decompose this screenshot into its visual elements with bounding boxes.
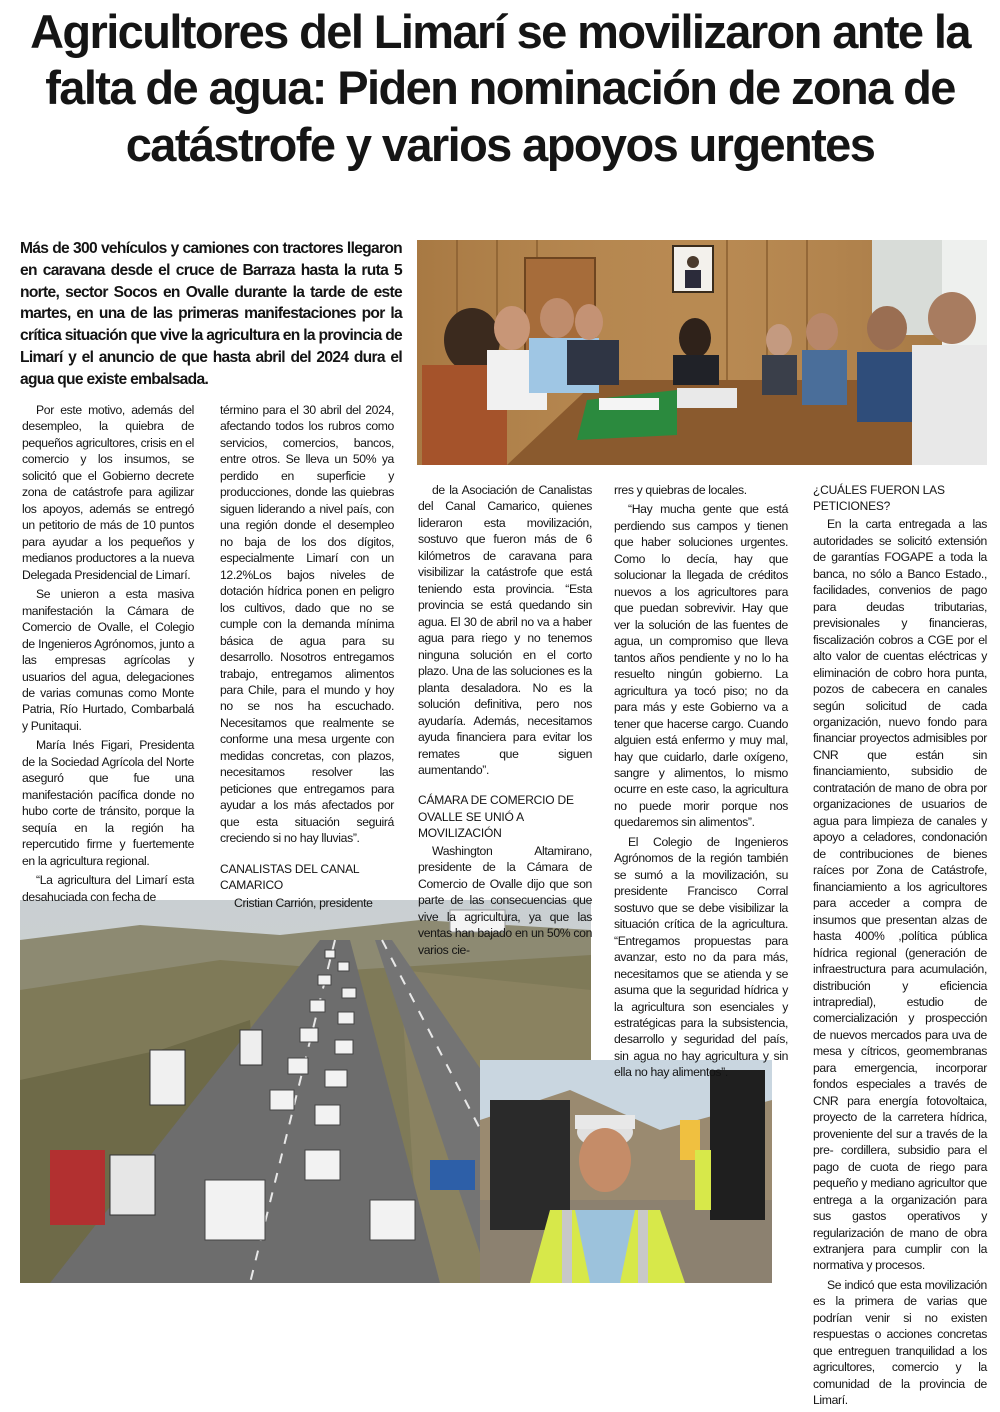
paragraph: “La agricultura del Limarí esta desahuciada con fecha de [22,873,194,904]
paragraph: Por este motivo, además del desempleo, la quiebra de pequeños agricultores, crisis en el comercio y los insumos, se solicitó que el Gobierno decrete zona de catástrofe para agilizar los apoyos, además se entregó un petitorio de más de 10 puntos para ayudar a los pequeños y medianos productores a la nueva Delegada Presidencial de Limarí. [22,403,195,582]
column-5 [813,482,987,1412]
paragraph: El Colegio de Ingenieros Agrónomos de la región también se sumó a la movilización, su presidente Francisco Corral sostuvo que se debe visibilizar la situación crítica de la agricultura. “Entregamos propuestas para avanzar, esto no da para más, necesitamos que se atienda y se asuma que la seguridad hídrica y la agricultura son esenciales y estratégicas para la subsistencia, desarrollo y seguridad del país, sin agua no hay agricultura y sin ella no hay alimentos”. [614,834,788,1080]
subheading: ¿CUÁLES FUERON LAS PETICIONES? [813,483,945,514]
paragraph: Washington Altamirano, presidente de la Cámara de Comercio de Ovalle dijo que son parte de las consecuencias que vive la agricultura, ya que las ventas han bajado en un 50% con varios cie- [418,844,592,957]
column-2 [220,402,394,915]
paragraph: Se unieron a esta masiva manifestación la Cámara de Comercio de Ovalle, el Colegio de Ingenieros Agrónomos, junto a las empresas agrícolas y usuarios del agua, delegaciones de varias comunas como Monte Patria, Río Hurtado, Combarbalá y Punitaqui. [22,587,194,733]
column-3 [418,482,592,961]
subheading: CANALISTAS DEL CANAL CAMARICO [220,861,359,892]
paragraph: En la carta entregada a las autoridades se solicitó extensión de garantías FOGAPE a toda la banca, no sólo a Banco Estado., facilidades, convenios de pago para deudas tributarias, previsionales y financieras, fiscalización cobros a CGE por el alto valor de cuentas eléctricas y eliminación de cobro hora punta, pozos de cabecera en canales según solicitud de cada organización, nuevo fondo para financiar proyectos admisibles por CNR que están sin financiamiento, subsidio de contratación de mano de obra por organizaciones de usuarios de agua para limpieza de canales y apoyo a celadores, condonación de contribuciones de bienes raíces por Zona de Catástrofe, financiamiento a los agricultores para acceder a compra de insumos que presentan alzas de hasta 400% ,política pública hídrica regional (generación de infraestructura para acumulación, distribución y eficiencia intrapredial), estudio de comercialización y prospección de nuevos mercados para uva de mesa y cítricos, geomembranas para emergencia, incorporar fondos especiales a través de CNR para energía fotovoltaica, proyecto de la carretera hídrica, proveniente del sur a través de la pre- cordillera, subsidio para el pago de cuota de riego para pequeño y mediano agricultor que entrega a la organización para sus gastos operativos y regularización de mano de obra extranjera para cumplir con la normativa y procesos. [813,517,987,1273]
column-4 [614,482,788,1084]
paragraph: “Hay mucha gente que está perdiendo sus campos y tienen que haber soluciones urgentes. Como lo decía, hay que solucionar la llegada de créditos nuevos a los agricultores para que puedan sobrevivir. Hay que ver la solución de las fuentes de agua, un compromiso que lleva tantos años pendiente y no lo ha resuelto ningún gobierno. La agricultura ya tocó piso; no da para más y este Gobierno va a tener que hacerse cargo. Cuando alguien está enfermo y muy mal, hay que cuidarlo, darle oxígeno, sangre y alimentos, lo mismo ocurre en este caso, la agricultura no puede morir porque nos quedaremos sin alimentos”. [614,502,788,830]
paragraph: término para el 30 abril del 2024, afectando todos los rubros como servicios, comercios, bancos, entre otros. Se lleva un 50% ya perdido en superficie y producciones, donde las quiebras siguen liderando a nivel país, con una región donde el desempleo no baja de los dos dígitos, especialmente Limarí con un 12.2%Los bajos niveles de dotación hídrica ponen en peligro los cultivos, dado que no se cumple con la demanda mínima básica de agua para su desarrollo. Nosotros entregamos trabajo, entregamos alimentos para Chile, para el mundo y hoy no se nos ha escuchado. Necesitamos que realmente se conforme una mesa urgente con medidas concretas, con plazos, necesitamos resolver las peticiones que entregamos para ayudar a los más afectados por que esta situación seguirá creciendo si no hay lluvias”. [220,403,394,846]
portrait-photo [480,1060,772,1283]
paragraph: Cristian Carrión, presidente [234,896,373,911]
paragraph: rres y quiebras de locales. [614,483,747,497]
headline: Agricultores del Limarí se movilizaron ante la falta de agua: Piden nominación de zona de catástrofe y varios apoyos urgentes [30,5,970,171]
column-1 [22,402,194,908]
subheading: CÁMARA DE COMERCIO DE OVALLE SE UNIÓ A MOVILIZACIÓN [418,793,574,840]
meeting-photo [417,240,987,465]
lead-paragraph: Más de 300 vehículos y camiones con tractores llegaron en caravana desde el cruce de Barraza hasta la ruta 5 norte, sector Socos en Ovalle durante la tarde de este martes, en una de las primeras manifestaciones por la crítica situación que vive la agricultura en la provincia de Limarí y el anuncio de que hasta abril del 2024 dura el agua que existe embalsada. [20,240,402,388]
paragraph: Se indicó que esta movilización es la primera de varias que podrían venir si no existen respuestas o acciones concretas que entreguen tranquilidad a los agricultores, comercio y la comunidad de la provincia de Limarí. [813,1277,987,1408]
paragraph: de la Asociación de Canalistas del Canal Camarico, quienes lideraron esta movilización, sostuvo que fueron más de 6 kilómetros de caravana para visibilizar la catástrofe que está teniendo esta provincia. “Esta provincia se está quedando sin agua. El 30 de abril no va a haber agua para riego y no tenemos ninguna solución en el corto plazo. Una de las soluciones es la planta desaladora. No es la solución definitiva, pero nos ayudaría. Además, necesitamos ayuda financiera para evitar los remates que siguen aumentando”. [418,483,592,777]
paragraph: María Inés Figari, Presidenta de la Sociedad Agrícola del Norte aseguró que fue una manifestación pacífica donde no hubo corte de tránsito, porque la sequía en la región ha repercutido firme y fuertemente en la agricultura regional. [22,738,194,868]
